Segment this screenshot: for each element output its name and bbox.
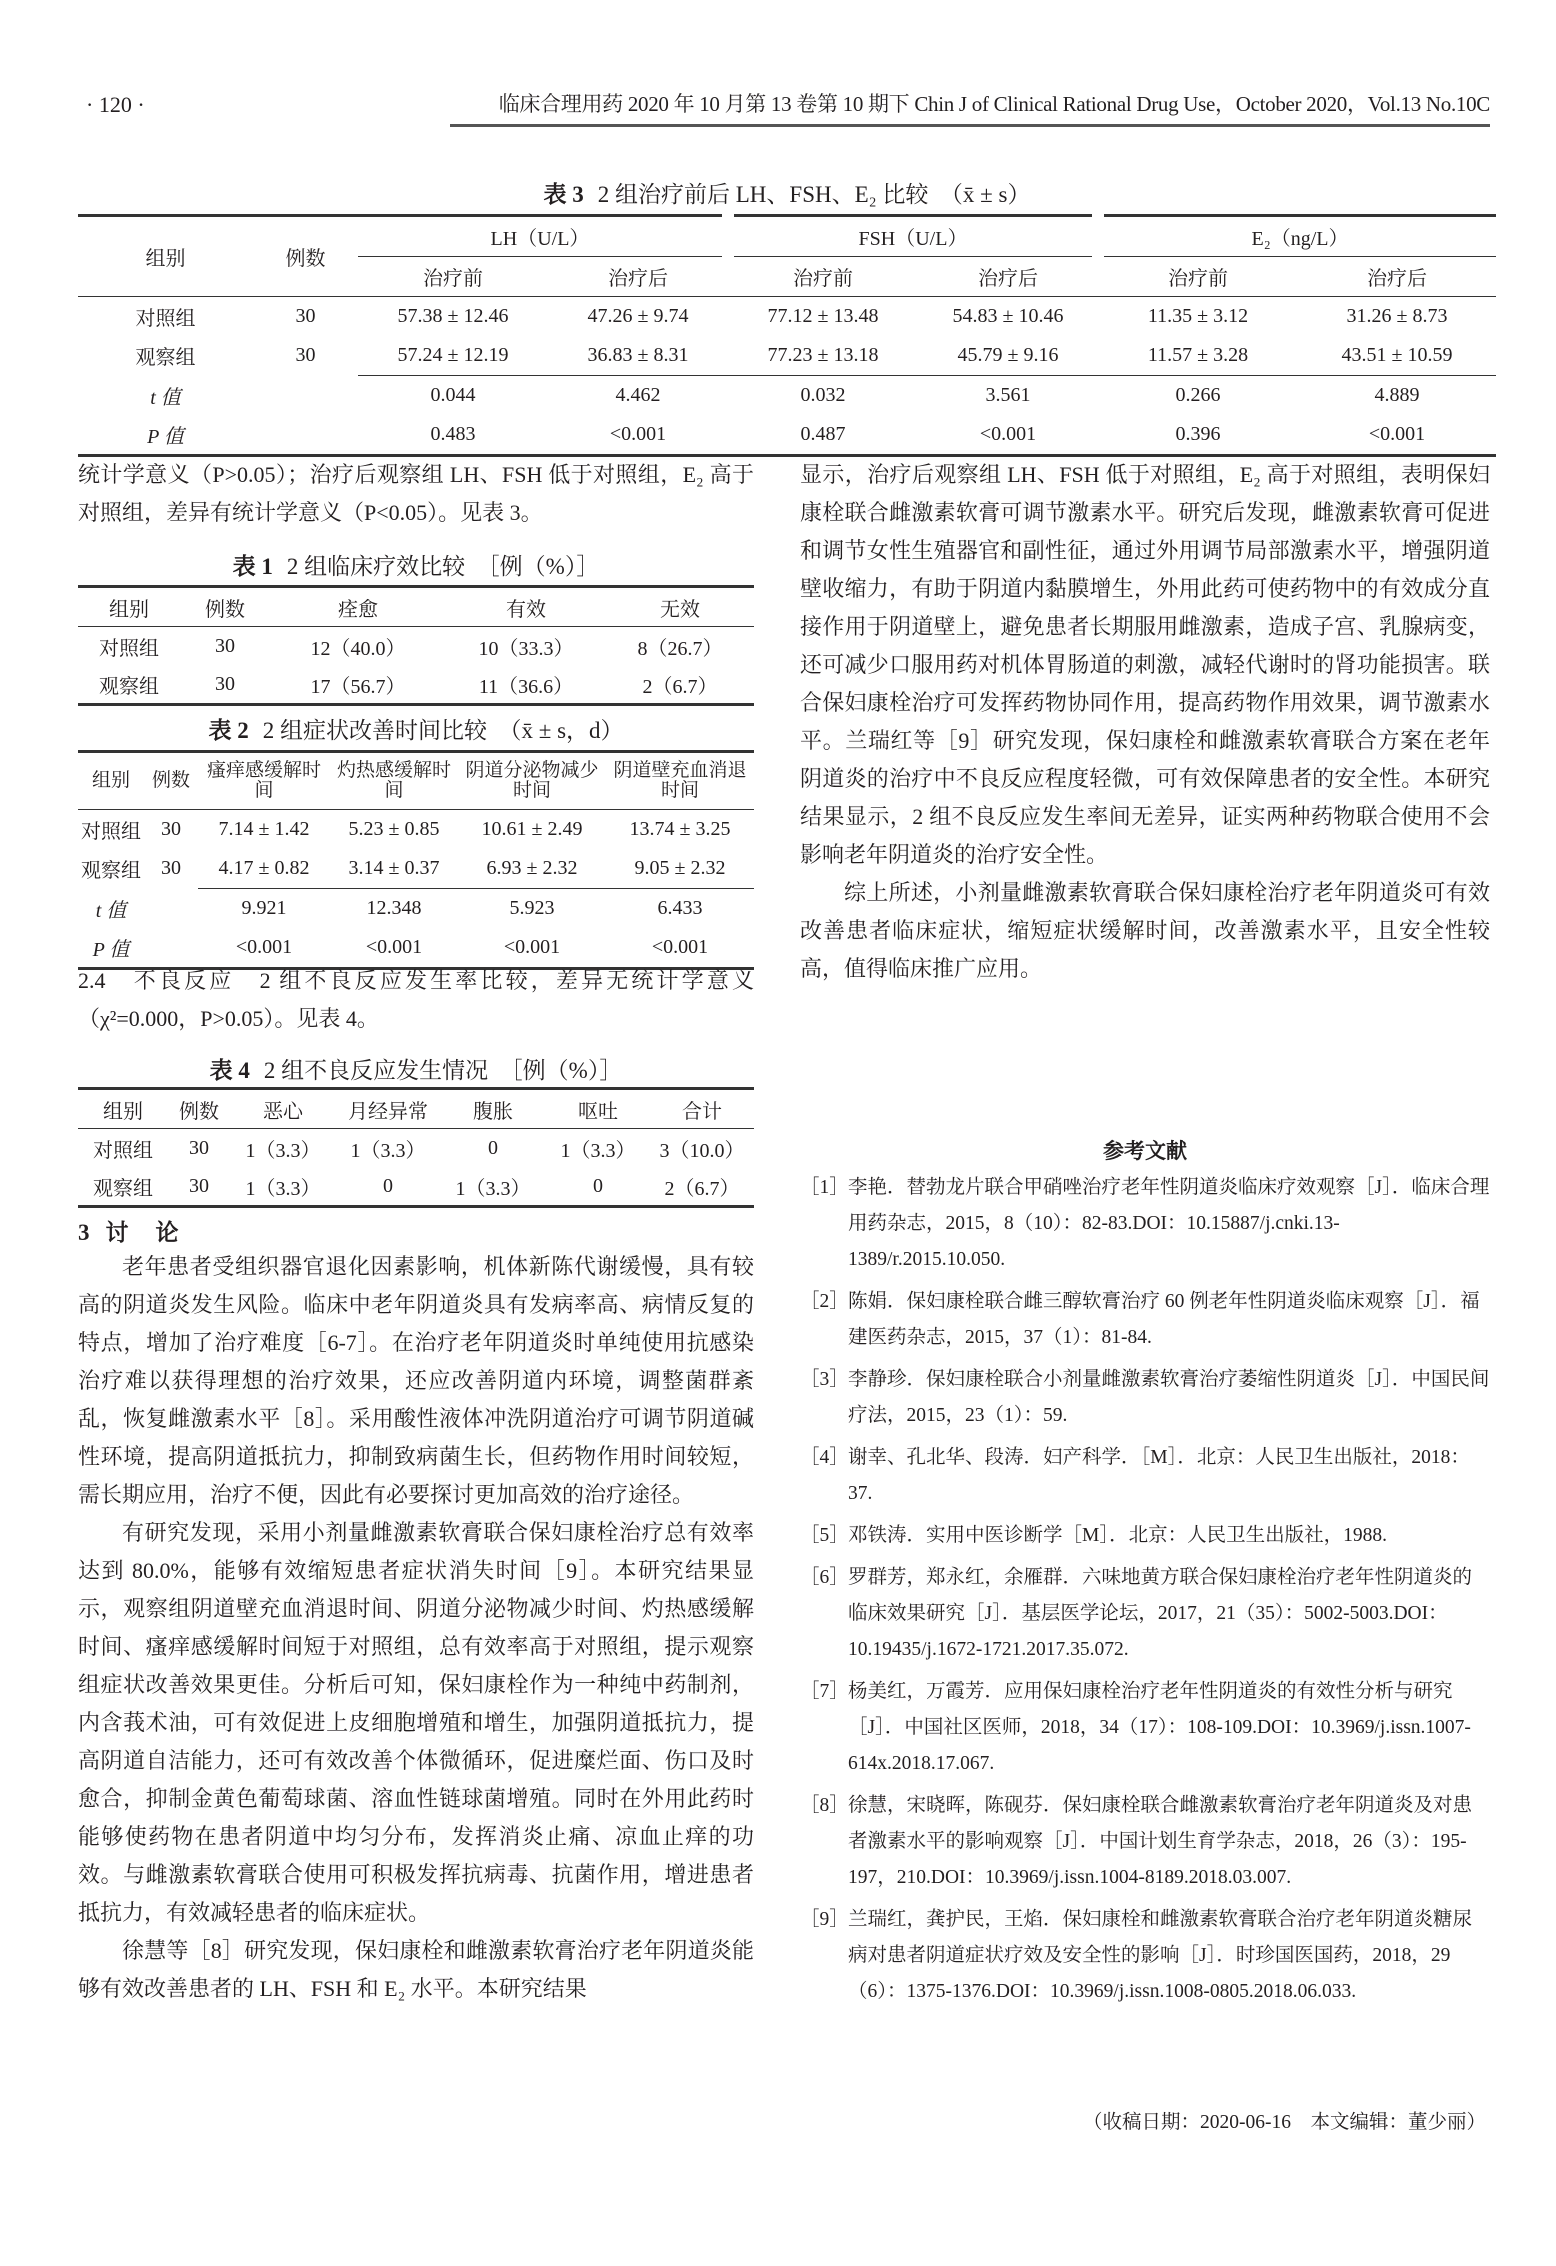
table3-cell: 0.266 <box>1175 384 1221 406</box>
reference-text: 谢幸、孔北华、段涛．妇产科学．［M］．北京：人民卫生出版社，2018：37. <box>848 1447 1470 1504</box>
table-row <box>78 336 1496 376</box>
section-title: 讨 论 <box>105 1220 181 1245</box>
table3-cell: 45.79 ± 9.16 <box>918 336 1098 376</box>
reference-number: ［8］ <box>800 1795 849 1816</box>
reference-number: ［6］ <box>800 1567 849 1588</box>
table3-header-fsh-before: 治疗前 <box>793 268 853 290</box>
table4-title: 2 组不良反应发生情况 ［例（%）］ <box>263 1058 623 1083</box>
table3-caption <box>78 176 1496 209</box>
table2-cell: 12.348 <box>366 897 422 919</box>
table-row <box>78 376 1496 416</box>
table3-cell: 47.26 ± 9.74 <box>587 305 689 327</box>
reference-text: 李静珍．保妇康栓联合小剂量雌激素软膏治疗萎缩性阴道炎［J］．中国民间疗法，2015，23（1）：59. <box>848 1369 1490 1426</box>
reference-item <box>800 1902 1490 2010</box>
table3-cell: 36.83 ± 8.31 <box>548 336 728 376</box>
table4-cell: 0 <box>488 1136 498 1159</box>
table3-cell: 54.83 ± 10.46 <box>952 305 1064 327</box>
table3-cell: 4.889 <box>1374 384 1420 406</box>
table1-cell: 观察组 <box>99 675 159 698</box>
table4-header: 合计 <box>682 1100 722 1123</box>
table3-header-fsh-after: 治疗后 <box>978 268 1038 290</box>
table1-title: 2 组临床疗效比较 ［例（%）］ <box>286 554 600 579</box>
reference-item <box>800 1518 1490 1554</box>
table2-cell: <0.001 <box>651 936 709 958</box>
table4-header: 呕吐 <box>578 1100 618 1123</box>
table3-header-e2-after: 治疗后 <box>1367 268 1427 290</box>
table3-cell: 观察组 <box>135 347 196 370</box>
table3-header-lh-before: 治疗前 <box>423 268 483 290</box>
table1-caption <box>78 548 754 581</box>
table2-caption <box>78 712 754 745</box>
table1-cell: 11（36.6） <box>478 675 574 698</box>
reference-list <box>800 1170 1490 2016</box>
table1-cell: 30 <box>215 634 235 657</box>
table1-cell: 10（33.3） <box>478 637 574 660</box>
table4-cell: 对照组 <box>93 1139 153 1162</box>
table3-cell: 43.51 ± 10.59 <box>1298 336 1496 376</box>
table4-cell: 30 <box>189 1136 209 1159</box>
table2-cell: 9.921 <box>241 897 287 919</box>
table-row <box>78 627 754 666</box>
right-column-body <box>800 456 1490 988</box>
table2-cell: 7.14 ± 1.42 <box>218 818 310 840</box>
table4 <box>78 1087 754 1208</box>
table3-cell: 31.26 ± 8.73 <box>1346 305 1448 327</box>
table2-cell: 5.23 ± 0.85 <box>348 818 440 840</box>
table2-header: 阴道壁充血消退时间 <box>613 760 747 801</box>
reference-number: ［9］ <box>800 1909 849 1930</box>
table4-cell: 0 <box>593 1174 603 1197</box>
paragraph-discussion-1: 老年患者受组织器官退化因素影响，机体新陈代谢缓慢，具有较高的阴道炎发生风险。临床中老年阴道炎具有发病率高、病情反复的特点，增加了治疗难度［6-7］。在治疗老年阴道炎时单纯使用抗感染治疗难以获得理想的治疗效果，还应改善阴道内环境，调整菌群紊乱，恢复雌激素水平［8］。采用酸性液体冲洗阴道治疗可调节阴道碱性环境，提高阴道抵抗力，抑制致病菌生长，但药物作用时间较短，需长期应用，治疗不便，因此有必要探讨更加高效的治疗途径。 <box>78 1254 754 1507</box>
table1-cell: 2（6.7） <box>642 675 718 698</box>
table3-cell: 4.462 <box>615 384 661 406</box>
paragraph-results-intro: 统计学意义（P>0.05）；治疗后观察组 LH、FSH 低于对照组，E₂ 高于对照组，差异有统计学意义（P<0.05）。见表 3。 <box>78 462 754 525</box>
reference-item <box>800 1560 1490 1668</box>
table3-cell: 57.38 ± 12.46 <box>397 305 509 327</box>
table4-cell: 1（3.3） <box>245 1177 321 1200</box>
table2-cell: <0.001 <box>365 936 423 958</box>
reference-item <box>800 1440 1490 1512</box>
reference-number: ［5］ <box>800 1525 849 1546</box>
table3-cell: 0.032 <box>800 384 846 406</box>
table3-title: 2 组治疗前后 LH、FSH、E₂ 比较 （x̄ ± s） <box>597 182 1031 207</box>
table1-header: 有效 <box>506 598 546 621</box>
table2-cell: 6.93 ± 2.32 <box>458 849 606 889</box>
table-row <box>78 1167 754 1207</box>
table1-cell: 8（26.7） <box>637 637 723 660</box>
table1-cell: 30 <box>215 672 235 695</box>
table4-cell: 30 <box>189 1174 209 1197</box>
table2 <box>78 750 754 970</box>
table3-cell: 3.561 <box>985 384 1031 406</box>
table3-cell: t 值 <box>150 386 181 409</box>
table2-cell: 10.61 ± 2.49 <box>481 818 583 840</box>
table1-header: 无效 <box>660 598 700 621</box>
table3-cell: <0.001 <box>1368 423 1426 445</box>
table3 <box>78 214 1496 457</box>
table1-header: 组别 <box>109 598 149 621</box>
table2-cell <box>144 889 198 929</box>
table1-cell: 12（40.0） <box>310 637 406 660</box>
table3-header-group: 组别 <box>145 248 186 270</box>
table-row <box>78 665 754 705</box>
table-row <box>78 889 754 929</box>
table3-cell: 30 <box>295 344 316 367</box>
table4-cell: 3（10.0） <box>659 1139 745 1162</box>
table2-cell: P 值 <box>92 939 130 961</box>
table2-header: 阴道分泌物减少时间 <box>465 760 599 801</box>
table4-caption <box>78 1052 754 1085</box>
discussion-body <box>78 1248 754 2008</box>
table4-header: 组别 <box>103 1100 143 1123</box>
table3-cell: 对照组 <box>135 308 196 330</box>
table1-label: 表 1 <box>232 554 273 579</box>
reference-text: 兰瑞红，龚护民，王焰．保妇康栓和雌激素软膏联合治疗老年阴道炎糖尿病对患者阴道症状疗效及安全性的影响［J］．时珍国医国药，2018，29（6）：1375-1376.DOI：10.3969/j.issn.1008-0805.2018.06.033. <box>848 1909 1473 2002</box>
table2-cell: 3.14 ± 0.37 <box>330 849 458 889</box>
table3-cell: 11.57 ± 3.28 <box>1098 336 1298 376</box>
table2-title: 2 组症状改善时间比较 （x̄ ± s，d） <box>262 718 624 743</box>
reference-number: ［2］ <box>800 1291 849 1312</box>
table2-cell: <0.001 <box>503 936 561 958</box>
table2-cell: <0.001 <box>235 936 293 958</box>
table2-cell: 6.433 <box>657 897 703 919</box>
paragraph-discussion-continued: 显示，治疗后观察组 LH、FSH 低于对照组，E₂ 高于对照组，表明保妇康栓联合雌激素软膏可调节激素水平。研究后发现，雌激素软膏可促进和调节女性生殖器官和副性征，通过外用调节局部激素水平，增强阴道壁收缩力，有助于阴道内黏膜增生，外用此药可使药物中的有效成分直接作用于阴道壁上，避免患者长期服用雌激素，造成子宫、乳腺病变，还可减少口服用药对机体胃肠道的刺激，减轻代谢时的肾功能损害。联合保妇康栓治疗可发挥药物协同作用，提高药物作用效果，调节激素水平。兰瑞红等［9］研究发现，保妇康栓和雌激素软膏联合方案在老年阴道炎的治疗中不良反应程度轻微，可有效保障患者的安全性。本研究结果显示，2 组不良反应发生率间无差异，证实两种药物联合使用不会影响老年阴道炎的治疗安全性。 <box>800 462 1490 867</box>
reference-text: 杨美红，万霞芳．应用保妇康栓治疗老年性阴道炎的有效性分析与研究［J］．中国社区医师，2018，34（17）：108-109.DOI：10.3969/j.issn.1007-614x.2018.17.067. <box>848 1681 1471 1774</box>
reference-text: 徐慧，宋晓晖，陈砚芬．保妇康栓联合雌激素软膏治疗老年阴道炎及对患者激素水平的影响观察［J］．中国计划生育学杂志，2018，26（3）：195-197，210.DOI：10.3969/j.issn.1004-8189.2018.03.007. <box>848 1795 1473 1888</box>
table3-cell: 77.12 ± 13.48 <box>767 305 879 327</box>
paragraph-discussion-2: 有研究发现，采用小剂量雌激素软膏联合保妇康栓治疗总有效率达到 80.0%，能够有效缩短患者症状消失时间［9］。本研究结果显示，观察组阴道壁充血消退时间、阴道分泌物减少时间、灼热感缓解时间、瘙痒感缓解时间短于对照组，总有效率高于对照组，提示观察组症状改善效果更佳。分析后可知，保妇康栓作为一种纯中药制剂，内含莪术油，可有效促进上皮细胞增殖和增生，加强阴道抵抗力，提高阴道自洁能力，还可有效改善个体微循环，促进糜烂面、伤口及时愈合，抑制金黄色葡萄球菌、溶血性链球菌增殖。同时在外用此药时能够使药物在患者阴道中均匀分布，发挥消炎止痛、凉血止痒的功效。与雌激素软膏联合使用可积极发挥抗病毒、抗菌作用，增进患者抵抗力，有效减轻患者的临床症状。 <box>78 1520 754 1925</box>
paragraph-discussion-3: 徐慧等［8］研究发现，保妇康栓和雌激素软膏治疗老年阴道炎能够有效改善患者的 LH、FSH 和 E₂ 水平。本研究结果 <box>78 1938 754 2001</box>
paragraph-adverse-reactions: 2.4 不良反应 2 组不良反应发生率比较，差异无统计学意义（χ²=0.000，P>0.05）。见表 4。 <box>78 968 754 1031</box>
reference-item <box>800 1284 1490 1356</box>
table4-cell: 观察组 <box>93 1177 153 1200</box>
table3-cell: 11.35 ± 3.12 <box>1147 305 1249 327</box>
table3-cell: 0.396 <box>1175 423 1221 445</box>
table4-cell: 1（3.3） <box>455 1177 531 1200</box>
table2-label: 表 2 <box>208 718 249 743</box>
table2-cell: 对照组 <box>81 821 141 843</box>
table2-header: 瘙痒感缓解时间 <box>206 760 321 801</box>
table2-cell: 观察组 <box>81 860 141 883</box>
table2-cell: 30 <box>161 857 181 880</box>
reference-text: 李艳．替勃龙片联合甲硝唑治疗老年性阴道炎临床疗效观察［J］．临床合理用药杂志，2015，8（10）：82-83.DOI：10.15887/j.cnki.13-1389/r.2015.10.050. <box>848 1177 1490 1270</box>
table1-cell: 对照组 <box>99 637 159 660</box>
reference-text: 罗群芳，郑永红，余雁群．六味地黄方联合保妇康栓治疗老年性阴道炎的临床效果研究［J］．基层医学论坛，2017，21（35）：5002-5003.DOI：10.19435/j.1672-1721.2017.35.072. <box>848 1567 1473 1660</box>
table2-cell: 13.74 ± 3.25 <box>629 818 731 840</box>
table-row <box>78 810 754 850</box>
table3-cell: <0.001 <box>609 423 667 445</box>
reference-item <box>800 1362 1490 1434</box>
page-number: · 120 · <box>86 92 145 117</box>
table2-cell: 4.17 ± 0.82 <box>198 849 330 889</box>
table2-header: 灼热感缓解时间 <box>336 760 451 801</box>
table3-header-lh: LH（U/L） <box>358 216 728 257</box>
section-heading-discussion <box>78 1214 195 1247</box>
table3-header-e2-before: 治疗前 <box>1168 268 1228 290</box>
journal-header: 临床合理用药 2020 年 10 月第 13 卷第 10 期下 Chin J of Clinical Rational Drug Use，October 2020，Vol.13 No.10C <box>450 88 1490 127</box>
table2-cell: 9.05 ± 2.32 <box>606 849 754 889</box>
table3-header-lh-after: 治疗后 <box>608 268 668 290</box>
table3-cell: <0.001 <box>979 423 1037 445</box>
table4-header: 恶心 <box>263 1100 303 1123</box>
table3-header-fsh: FSH（U/L） <box>728 216 1098 257</box>
table4-header: 例数 <box>179 1100 219 1123</box>
table3-header-e2: E₂（ng/L） <box>1098 216 1496 257</box>
received-date-editor-note: （收稿日期：2020-06-16 本文编辑：董少丽） <box>1083 2112 1486 2133</box>
table2-header: 组别 <box>91 770 130 791</box>
table1 <box>78 585 754 706</box>
reference-number: ［4］ <box>800 1447 849 1468</box>
table-row <box>78 1129 754 1168</box>
table3-cell <box>253 376 358 416</box>
table-row <box>78 415 1496 456</box>
table4-header: 腹胀 <box>473 1100 513 1123</box>
table3-cell: 30 <box>295 305 316 327</box>
table3-header-n: 例数 <box>285 248 326 270</box>
table3-cell: 57.24 ± 12.19 <box>358 336 548 376</box>
table4-cell: 0 <box>383 1174 393 1197</box>
table2-cell: t 值 <box>95 899 127 922</box>
table4-header: 月经异常 <box>348 1100 428 1123</box>
table3-label: 表 3 <box>543 182 584 207</box>
table-row <box>78 849 754 889</box>
reference-number: ［7］ <box>800 1681 849 1702</box>
table3-cell: 0.487 <box>800 423 846 445</box>
table4-cell: 1（3.3） <box>350 1139 426 1162</box>
table4-cell: 1（3.3） <box>560 1139 636 1162</box>
table2-header: 例数 <box>151 770 190 791</box>
table1-cell: 17（56.7） <box>310 675 406 698</box>
section-number: 3 <box>78 1220 92 1245</box>
table3-cell: 77.23 ± 13.18 <box>728 336 918 376</box>
table3-cell: 0.483 <box>430 423 476 445</box>
table2-cell: 30 <box>161 818 181 840</box>
reference-item <box>800 1788 1490 1896</box>
paragraph-conclusion: 综上所述，小剂量雌激素软膏联合保妇康栓治疗老年阴道炎可有效改善患者临床症状，缩短症状缓解时间，改善激素水平，且安全性较高，值得临床推广应用。 <box>800 880 1490 981</box>
table2-cell: 5.923 <box>509 897 555 919</box>
table3-cell: 0.044 <box>430 384 476 406</box>
reference-text: 邓铁涛．实用中医诊断学［M］．北京：人民卫生出版社，1988. <box>848 1525 1387 1546</box>
reference-item <box>800 1674 1490 1782</box>
references-heading: 参考文献 <box>1103 1139 1187 1163</box>
reference-number: ［3］ <box>800 1369 849 1390</box>
table1-header: 痊愈 <box>338 598 378 621</box>
table4-cell: 2（6.7） <box>664 1177 740 1200</box>
reference-text: 陈娟．保妇康栓联合雌三醇软膏治疗 60 例老年性阴道炎临床观察［J］．福建医药杂志，2015，37（1）：81-84. <box>848 1291 1480 1348</box>
table3-cell <box>253 415 358 456</box>
table-row <box>78 297 1496 337</box>
table1-header: 例数 <box>205 598 245 621</box>
reference-item <box>800 1170 1490 1278</box>
table4-label: 表 4 <box>209 1058 250 1083</box>
table3-cell: P 值 <box>147 426 184 448</box>
table4-cell: 1（3.3） <box>245 1139 321 1162</box>
reference-number: ［1］ <box>800 1177 849 1198</box>
